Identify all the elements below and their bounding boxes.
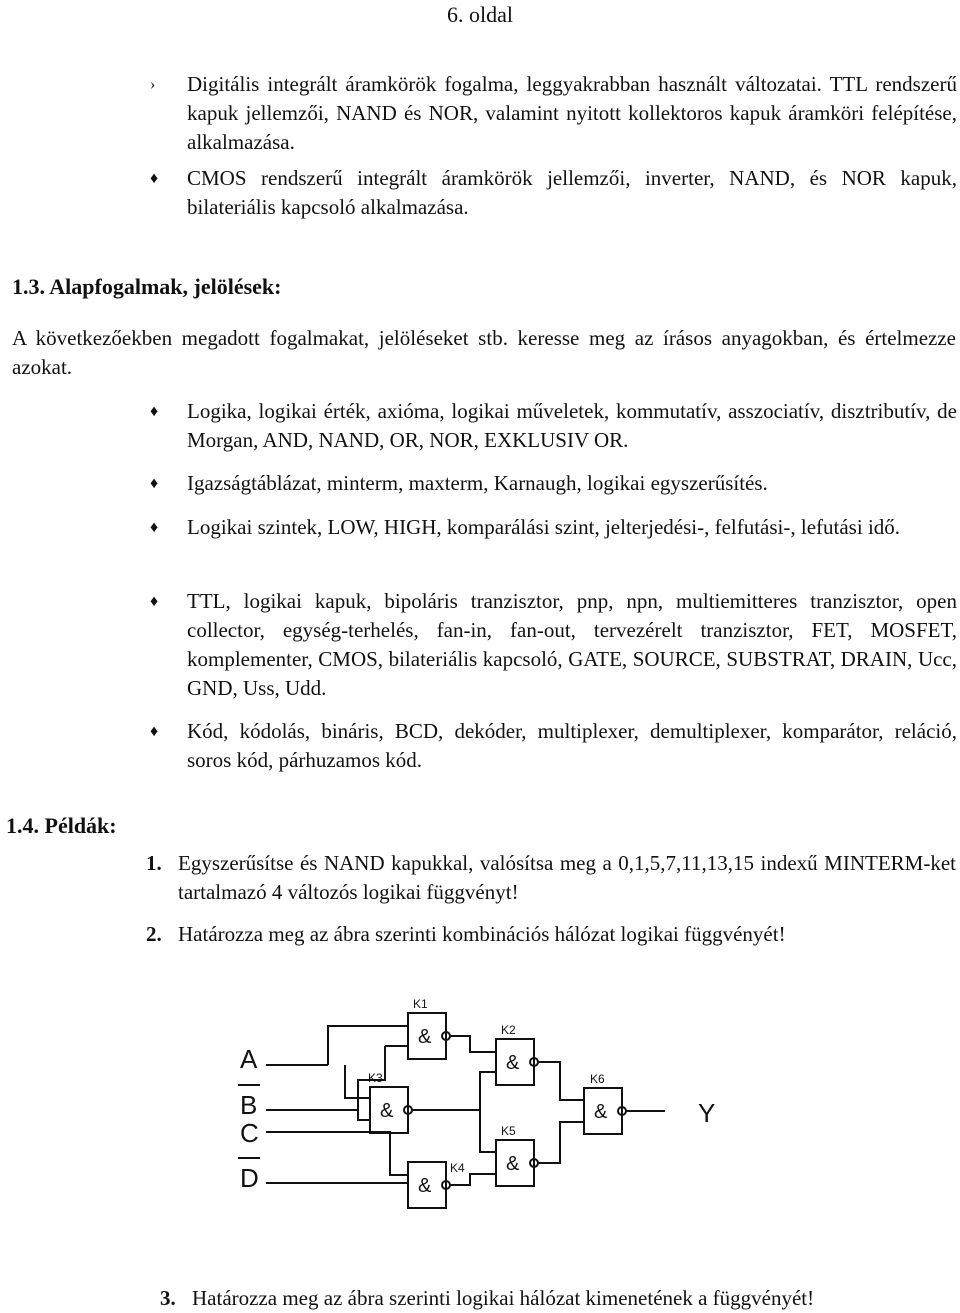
gate-symbol: & <box>418 1175 432 1197</box>
example-number: 2. <box>146 922 162 946</box>
gate-symbol: & <box>506 1052 520 1074</box>
example-text: Határozza meg az ábra szerinti kombinációs hálózat logikai függvényét! <box>178 922 786 946</box>
example-text: Egyszerűsítse és NAND kapukkal, valósítsa meg a 0,1,5,7,11,13,15 indexű MINTERM-ket tartalmazó 4 változós logikai függvényt! <box>178 851 956 904</box>
concept-bullet-text: Kód, kódolás, bináris, BCD, dekóder, multiplexer, demultiplexer, komparátor, reláció, soros kód, párhuzamos kód. <box>187 719 957 772</box>
section-heading-1-4: 1.4. Példák: <box>6 813 117 838</box>
diamond-bullet-icon: ♦ <box>150 170 159 187</box>
gate-symbol: & <box>380 1100 394 1122</box>
gate-label-k2: K2 <box>501 1023 516 1037</box>
diamond-bullet-icon: ♦ <box>150 723 159 740</box>
gate-label-k5: K5 <box>501 1124 516 1138</box>
intro-bullet-text: CMOS rendszerű integrált áramkörök jellemzői, inverter, NAND, és NOR kapuk, bilateriális kapcsoló alkalmazása. <box>187 166 957 219</box>
input-label-d: D <box>240 1163 259 1193</box>
concept-bullet-text: TTL, logikai kapuk, bipoláris tranzisztor, pnp, npn, multiemitteres tranzisztor, open collector, egység-terhelés, fan-in, fan-out, tervezérelt tranzisztor, FET, MOSFET, komplementer, CMOS, bilateriális kapcsoló, GATE, SOURCE, SUBSTRAT, DRAIN, Ucc, GND, Uss, Udd. <box>187 589 957 700</box>
concept-bullet-text: Igazságtáblázat, minterm, maxterm, Karnaugh, logikai egyszerűsítés. <box>187 471 768 495</box>
input-label-b: B <box>240 1090 258 1120</box>
example-number: 1. <box>146 851 162 875</box>
gate-label-k4: K4 <box>450 1161 465 1175</box>
diamond-bullet-icon: ♦ <box>150 593 159 610</box>
gate-symbol: & <box>506 1153 520 1175</box>
example-text: Határozza meg az ábra szerinti logikai hálózat kimenetének a függvényét! <box>192 1286 815 1310</box>
diamond-bullet-icon: ♦ <box>150 403 159 420</box>
section-heading-1-3: 1.3. Alapfogalmak, jelölések: <box>12 274 282 299</box>
section-intro-paragraph: A következőekben megadott fogalmakat, jelöléseket stb. keresse meg az írásos anyagokban, és értelmezze azokat. <box>12 326 956 379</box>
gate-label-k6: K6 <box>590 1072 605 1086</box>
gate-label-k3: K3 <box>368 1071 383 1085</box>
gate-label-k1: K1 <box>413 997 428 1011</box>
bullet-marker: › <box>150 76 156 93</box>
output-label-y: Y <box>698 1098 716 1128</box>
concept-bullet-text: Logikai szintek, LOW, HIGH, komparálási szint, jelterjedési-, felfutási-, lefutási idő. <box>187 515 901 539</box>
diamond-bullet-icon: ♦ <box>150 519 159 536</box>
diamond-bullet-icon: ♦ <box>150 475 159 492</box>
intro-bullet-text: Digitális integrált áramkörök fogalma, leggyakrabban használt változatai. TTL rendszerű kapuk jellemzői, NAND és NOR, valamint nyitott kollektoros kapuk áramköri felépítése, alkalmazása. <box>187 72 957 154</box>
page-number: 6. oldal <box>447 2 513 27</box>
concept-bullet-text: Logika, logikai érték, axióma, logikai műveletek, kommutatív, asszociatív, disztributív, de Morgan, AND, NAND, OR, NOR, EXKLUSIV OR. <box>187 399 957 452</box>
gate-symbol: & <box>594 1101 608 1123</box>
example-number: 3. <box>160 1286 176 1310</box>
input-label-c: C <box>240 1118 259 1148</box>
input-label-a: A <box>240 1044 258 1074</box>
gate-symbol: & <box>418 1026 432 1048</box>
